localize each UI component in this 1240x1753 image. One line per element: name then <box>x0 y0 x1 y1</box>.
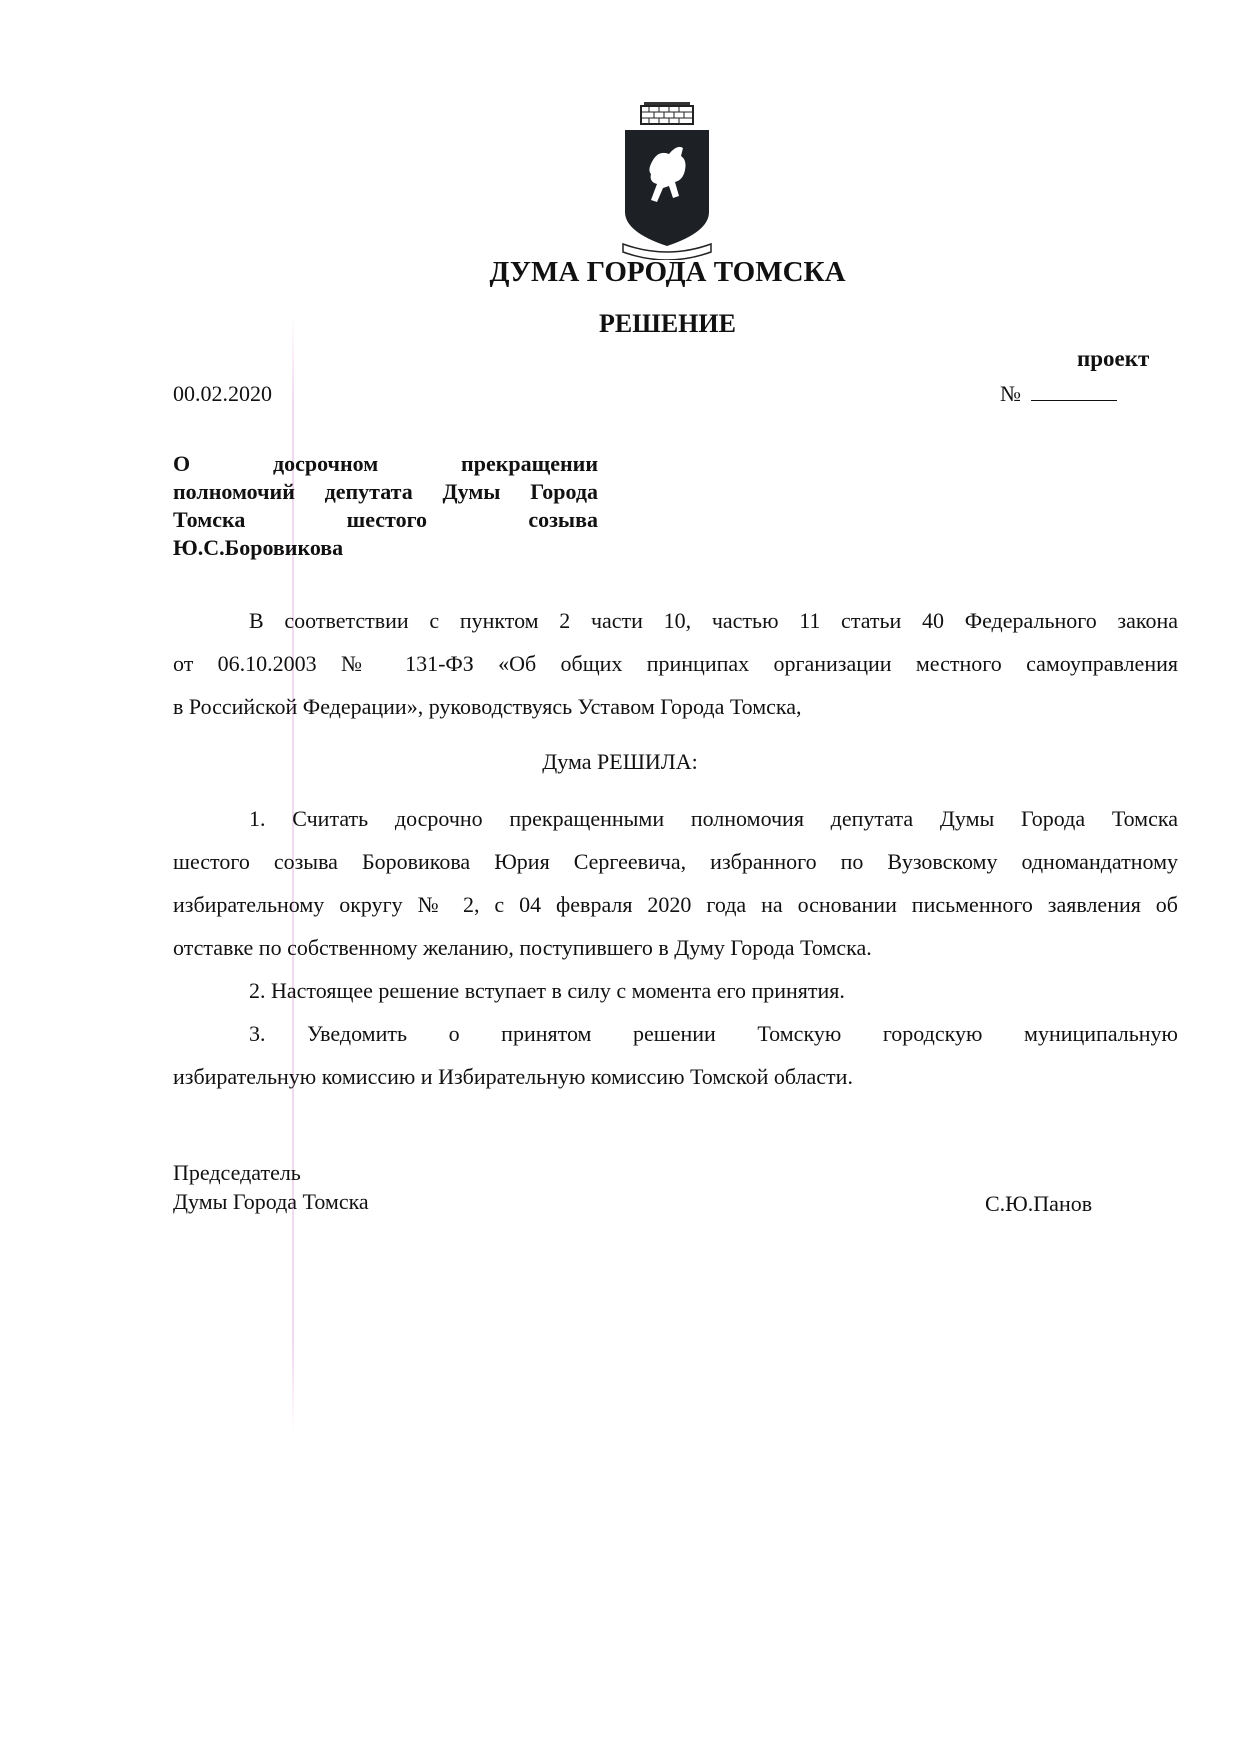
signatory-position-line: Председатель <box>173 1160 301 1185</box>
subject-line: О досрочном прекращении <box>173 451 598 476</box>
preamble-line: В соответствии с пунктом 2 части 10, частью 11 статьи 40 Федерального закона <box>249 608 1178 633</box>
tomsk-coat-of-arms-icon <box>617 100 717 260</box>
signatory-position <box>173 1158 369 1216</box>
document-number <box>1000 381 1117 407</box>
decision-heading: Дума РЕШИЛА: <box>542 749 698 774</box>
number-blank-line <box>1031 382 1117 401</box>
item-line: 3. Уведомить о принятом решении Томскую городскую муниципальную <box>249 1021 1178 1046</box>
preamble-line: от 06.10.2003 № 131-ФЗ «Об общих принципах организации местного самоуправления <box>173 651 1178 676</box>
item-line: 2. Настоящее решение вступает в силу с момента его принятия. <box>249 978 845 1003</box>
number-label: № <box>1000 381 1021 406</box>
document-type: РЕШЕНИЕ <box>599 309 736 338</box>
item-line: избирательному округу № 2, с 04 февраля 2020 года на основании письменного заявления об <box>173 892 1178 917</box>
subject-line: полномочий депутата Думы Города <box>173 479 598 504</box>
item-line: избирательную комиссию и Избирательную комиссию Томской области. <box>173 1064 853 1089</box>
decision-items <box>173 797 1178 1098</box>
item-line: 1. Считать досрочно прекращенными полномочия депутата Думы Города Томска <box>249 806 1178 831</box>
subject-line: Томска шестого созыва <box>173 507 598 532</box>
signatory-position-line: Думы Города Томска <box>173 1189 369 1214</box>
item-line: шестого созыва Боровикова Юрия Сергеевича, избранного по Вузовскому одномандатному <box>173 849 1178 874</box>
organization-title: ДУМА ГОРОДА ТОМСКА <box>489 256 846 288</box>
draft-label: проект <box>1077 346 1150 371</box>
document-date: 00.02.2020 <box>173 381 272 406</box>
document-subject <box>173 450 598 562</box>
subject-line: Ю.С.Боровикова <box>173 535 344 560</box>
preamble-line: в Российской Федерации», руководствуясь Уставом Города Томска, <box>173 694 802 719</box>
signatory-name: С.Ю.Панов <box>985 1191 1093 1216</box>
item-line: отставке по собственному желанию, поступившего в Думу Города Томска. <box>173 935 872 960</box>
preamble-paragraph <box>173 599 1178 728</box>
